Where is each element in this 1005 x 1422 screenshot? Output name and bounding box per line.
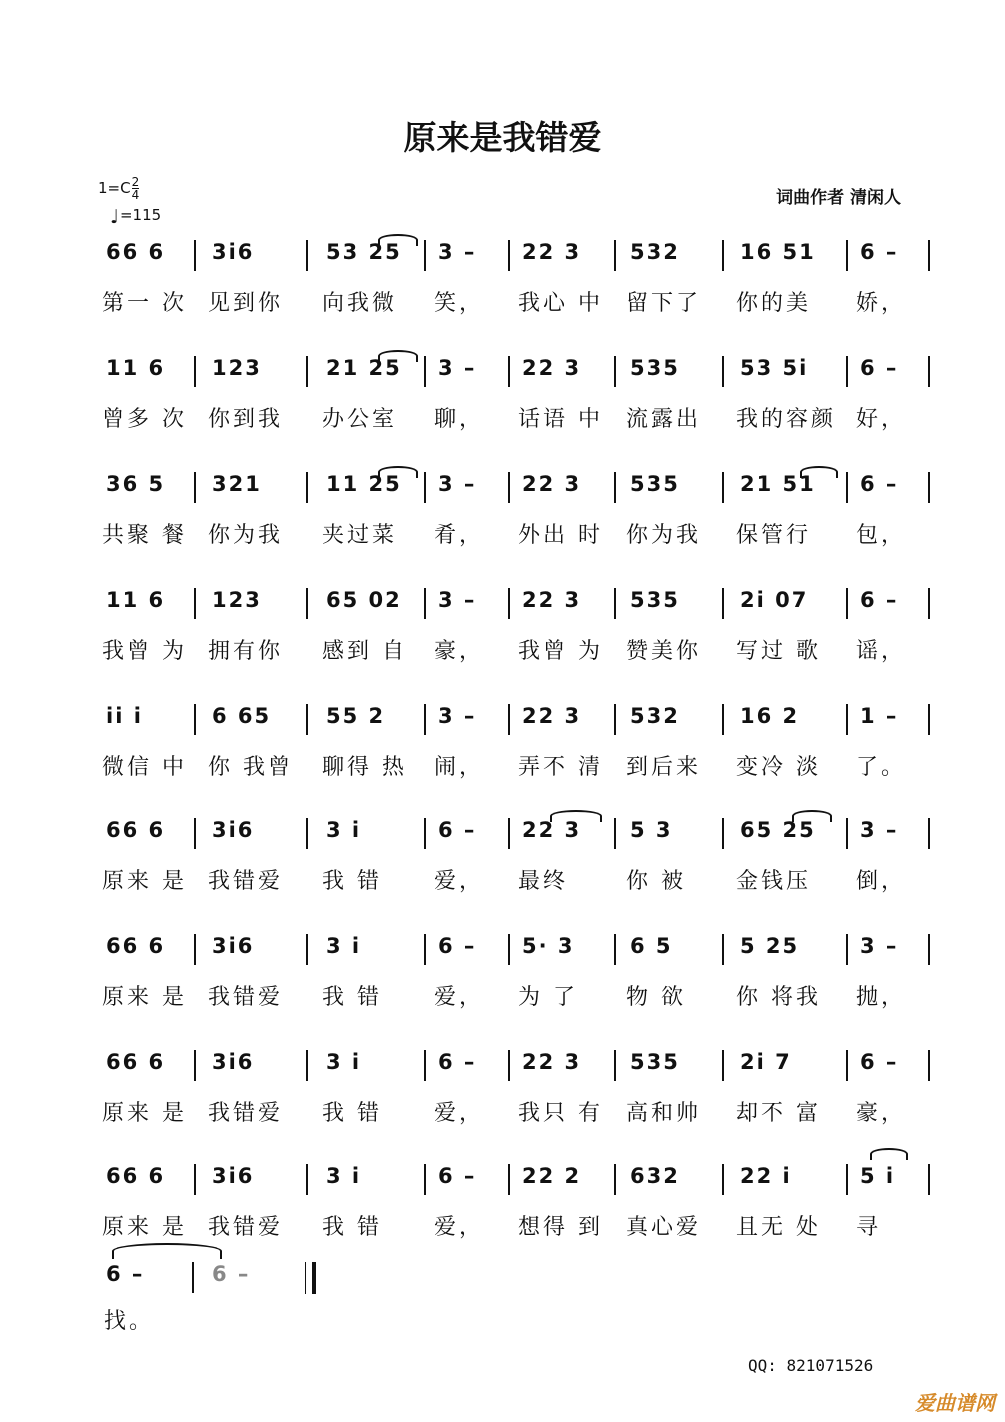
lyric-segment: 第一 次: [102, 291, 187, 316]
measure: 6 –: [860, 472, 899, 496]
lyric-segment: 流露出: [626, 407, 702, 432]
measure: 6 5: [630, 934, 673, 958]
bar-line: [846, 1050, 848, 1081]
lyric-segment: 我错爱: [208, 869, 284, 894]
measure: 6 –: [860, 588, 899, 612]
lyric-segment: 曾多 次: [102, 407, 187, 432]
measure: 22 3: [522, 818, 582, 842]
measure: 36 5: [106, 472, 166, 496]
bar-line: [306, 240, 308, 271]
notes-row: [0, 472, 1005, 504]
lyrics-row: [0, 980, 1005, 1008]
bar-line: [306, 356, 308, 387]
lyric-segment: 肴，: [434, 523, 485, 548]
lyric-segment: 见到你: [208, 291, 284, 316]
bar-line: [846, 588, 848, 619]
lyric-segment: 原来 是: [102, 985, 187, 1010]
bar-line: [614, 1050, 616, 1081]
bar-line: [508, 588, 510, 619]
bar-line: [424, 588, 426, 619]
notes-row: [0, 934, 1005, 966]
measure: 6 –: [438, 1050, 477, 1074]
lyric-segment: 外出 时: [518, 523, 603, 548]
lyric-segment: 我曾 为: [518, 639, 603, 664]
measure: 11 25: [326, 472, 402, 496]
measure: 11 6: [106, 356, 166, 380]
lyric-segment: 原来 是: [102, 1215, 187, 1240]
lyric-segment: 拥有你: [208, 639, 284, 664]
lyric-segment: 真心爱: [626, 1215, 702, 1240]
bar-line: [928, 588, 930, 619]
bar-line: [424, 1164, 426, 1195]
measure: 3 i: [326, 1050, 362, 1074]
measure: 123: [212, 588, 262, 612]
lyric-segment: 金钱压: [736, 869, 812, 894]
bar-line: [192, 1262, 194, 1293]
measure: 22 3: [522, 704, 582, 728]
bar-line: [508, 704, 510, 735]
measure: 1 –: [860, 704, 899, 728]
lyric-segment: 微信 中: [102, 755, 187, 780]
measure: 22 3: [522, 588, 582, 612]
bar-line: [614, 704, 616, 735]
measure: 6 –: [860, 356, 899, 380]
lyric-segment: 为 了: [518, 985, 578, 1010]
bar-line: [424, 1050, 426, 1081]
lyric-segment: 且无 处: [736, 1215, 821, 1240]
notes-row: [0, 588, 1005, 620]
measure: 3 –: [860, 818, 899, 842]
bar-line: [928, 472, 930, 503]
lyric-segment: 笑，: [434, 291, 485, 316]
bar-line: [508, 934, 510, 965]
measure: 22 3: [522, 356, 582, 380]
bar-line: [194, 356, 196, 387]
measure: 65 25: [740, 818, 816, 842]
lyric-segment: 赞美你: [626, 639, 702, 664]
measure: 3i6: [212, 1164, 255, 1188]
lyric-segment: 豪，: [856, 1101, 907, 1126]
measure: 55 2: [326, 704, 386, 728]
lyric-segment: 我曾 为: [102, 639, 187, 664]
measure: 535: [630, 588, 680, 612]
measure: 3i6: [212, 240, 255, 264]
bar-line: [194, 818, 196, 849]
tempo-value: =115: [119, 206, 162, 224]
lyric-segment: 高和帅: [626, 1101, 702, 1126]
time-denominator: 4: [131, 188, 140, 202]
measure: 535: [630, 1050, 680, 1074]
measure: 3 i: [326, 1164, 362, 1188]
bar-line: [846, 240, 848, 271]
bar-line: [722, 1050, 724, 1081]
measure: 21 51: [740, 472, 816, 496]
bar-line: [722, 240, 724, 271]
bar-line: [424, 818, 426, 849]
lyric-segment: 我的容颜: [736, 407, 837, 432]
lyric-segment: 到后来: [626, 755, 702, 780]
bar-line: [722, 472, 724, 503]
measure: 16 51: [740, 240, 816, 264]
bar-line: [722, 704, 724, 735]
measure: 321: [212, 472, 262, 496]
lyric-segment: 娇，: [856, 291, 907, 316]
measure: 53 5i: [740, 356, 809, 380]
lyric-segment: 寻: [856, 1215, 882, 1240]
tempo-marking: [110, 206, 161, 228]
lyric-segment: 我 错: [322, 1101, 382, 1126]
measure: 6 65: [212, 704, 272, 728]
bar-line: [928, 1050, 930, 1081]
site-watermark-logo: 爱曲谱网: [915, 1391, 995, 1415]
lyrics-row: [0, 518, 1005, 546]
measure: 66 6: [106, 1164, 166, 1188]
bar-line: [508, 818, 510, 849]
bar-line: [306, 934, 308, 965]
measure: 66 6: [106, 818, 166, 842]
lyric-segment: 你为我: [626, 523, 702, 548]
key-prefix: 1=C: [98, 179, 131, 197]
bar-line: [424, 934, 426, 965]
lyrics-row: [0, 1210, 1005, 1238]
tie-slur: [378, 350, 418, 362]
bar-line: [846, 818, 848, 849]
lyric-segment: 留下了: [626, 291, 702, 316]
bar-line: [194, 1050, 196, 1081]
measure: 6 –: [438, 818, 477, 842]
lyric-segment: 爱，: [434, 869, 485, 894]
notes-row: [0, 1050, 1005, 1082]
lyric-segment: 向我微: [322, 291, 398, 316]
tie-slur: [112, 1243, 222, 1259]
bar-line: [928, 356, 930, 387]
lyrics-row: [0, 402, 1005, 430]
measure: 16 2: [740, 704, 800, 728]
notes-row: [0, 1164, 1005, 1196]
lyric-segment: 办公室: [322, 407, 398, 432]
lyric-segment: 倒，: [856, 869, 907, 894]
measure: 6 –: [860, 240, 899, 264]
measure: 66 6: [106, 934, 166, 958]
bar-line: [306, 1050, 308, 1081]
lyric-segment: 包，: [856, 523, 907, 548]
measure: 5 i: [860, 1164, 896, 1188]
bar-line: [846, 1164, 848, 1195]
bar-line: [306, 1164, 308, 1195]
lyric-segment: 你到我: [208, 407, 284, 432]
bar-line: [722, 356, 724, 387]
measure: 5 25: [740, 934, 800, 958]
bar-line: [508, 1050, 510, 1081]
measure: 123: [212, 356, 262, 380]
measure: 53 25: [326, 240, 402, 264]
lyrics-row: [0, 750, 1005, 778]
measure: 6 –: [860, 1050, 899, 1074]
lyric-segment: 爱，: [434, 1101, 485, 1126]
lyric-segment: 最终: [518, 869, 569, 894]
measure: 3 –: [438, 472, 477, 496]
bar-line: [194, 240, 196, 271]
measure: 3 –: [438, 704, 477, 728]
bar-line: [306, 818, 308, 849]
measure: 6 –: [438, 934, 477, 958]
lyric-segment: 谣，: [856, 639, 907, 664]
lyric-segment: 抛，: [856, 985, 907, 1010]
measure: 22 3: [522, 240, 582, 264]
quarter-note-icon: ♩: [110, 206, 119, 228]
bar-line: [846, 704, 848, 735]
lyric-segment: 共聚 餐: [102, 523, 187, 548]
bar-line: [508, 472, 510, 503]
bar-line: [846, 356, 848, 387]
measure: 3 –: [438, 588, 477, 612]
measure: 66 6: [106, 1050, 166, 1074]
lyric-segment: 想得 到: [518, 1215, 603, 1240]
measure: 532: [630, 240, 680, 264]
measure: 3 –: [438, 240, 477, 264]
lyric-segment: 聊，: [434, 407, 485, 432]
lyric-segment: 你 我曾: [208, 755, 293, 780]
bar-line: [424, 240, 426, 271]
bar-line: [508, 356, 510, 387]
measure: 532: [630, 704, 680, 728]
lyric-segment: 我 错: [322, 985, 382, 1010]
tie-slur: [800, 466, 838, 478]
lyric-segment: 好，: [856, 407, 907, 432]
key-signature: [98, 176, 139, 201]
lyrics-row: [0, 286, 1005, 314]
lyric-segment: 我错爱: [208, 1215, 284, 1240]
measure: 3i6: [212, 934, 255, 958]
lyrics-row: [0, 1096, 1005, 1124]
lyric-segment: 物 欲: [626, 985, 686, 1010]
measure: 3 i: [326, 818, 362, 842]
bar-line: [846, 934, 848, 965]
time-signature: [132, 176, 140, 201]
bar-line: [614, 934, 616, 965]
qq-contact: QQ: 821071526: [748, 1356, 874, 1375]
lyric-segment: 了。: [856, 755, 907, 780]
lyric-segment: 却不 富: [736, 1101, 821, 1126]
measure: 535: [630, 472, 680, 496]
measure: ii i: [106, 704, 143, 728]
bar-line: [722, 588, 724, 619]
lyric-segment: 我错爱: [208, 1101, 284, 1126]
time-numerator: 2: [131, 175, 140, 189]
tie-slur: [550, 810, 602, 822]
measure: 535: [630, 356, 680, 380]
bar-line: [424, 356, 426, 387]
measure: 632: [630, 1164, 680, 1188]
bar-line: [722, 1164, 724, 1195]
bar-line: [306, 704, 308, 735]
lyric-segment: 你 被: [626, 869, 686, 894]
measure: 22 3: [522, 472, 582, 496]
bar-line: [306, 472, 308, 503]
bar-line: [508, 1164, 510, 1195]
bar-line: [614, 356, 616, 387]
notes-row: [0, 704, 1005, 736]
measure: 2i 7: [740, 1050, 792, 1074]
bar-line: [194, 588, 196, 619]
bar-line: [424, 472, 426, 503]
bar-line: [306, 588, 308, 619]
measure: 22 i: [740, 1164, 792, 1188]
notes-row: [0, 818, 1005, 850]
bar-line: [722, 934, 724, 965]
lyric-segment: 我 错: [322, 1215, 382, 1240]
measure: 3 –: [438, 356, 477, 380]
lyrics-row: [0, 864, 1005, 892]
lyric-segment: 爱，: [434, 985, 485, 1010]
lyrics-row: [0, 634, 1005, 662]
lyric-segment: 爱，: [434, 1215, 485, 1240]
bar-line: [928, 818, 930, 849]
measure: 6 –: [438, 1164, 477, 1188]
composer-credit: 词曲作者 清闲人: [776, 188, 901, 208]
measure: 21 25: [326, 356, 402, 380]
lyric-segment: 闹，: [434, 755, 485, 780]
lyric-segment: 我只 有: [518, 1101, 603, 1126]
tie-slur: [378, 466, 418, 478]
measure: 22 3: [522, 1050, 582, 1074]
lyric-segment: 聊得 热: [322, 755, 407, 780]
tie-slur: [870, 1148, 908, 1160]
bar-line: [614, 588, 616, 619]
measure: 5· 3: [522, 934, 575, 958]
ending-lyrics: [0, 1304, 1005, 1332]
lyric-segment: 找。: [104, 1309, 155, 1334]
measure: 11 6: [106, 588, 166, 612]
measure: 65 02: [326, 588, 402, 612]
ending-measure: 6 –: [106, 1262, 145, 1286]
bar-line: [194, 704, 196, 735]
lyric-segment: 你的美: [736, 291, 812, 316]
lyric-segment: 写过 歌: [736, 639, 821, 664]
bar-line: [614, 240, 616, 271]
lyric-segment: 弄不 清: [518, 755, 603, 780]
final-bar-thin: [305, 1262, 306, 1294]
measure: 2i 07: [740, 588, 809, 612]
bar-line: [614, 818, 616, 849]
lyric-segment: 我 错: [322, 869, 382, 894]
bar-line: [614, 1164, 616, 1195]
lyric-segment: 豪，: [434, 639, 485, 664]
measure: 66 6: [106, 240, 166, 264]
lyric-segment: 变冷 淡: [736, 755, 821, 780]
measure: 5 3: [630, 818, 673, 842]
lyric-segment: 我心 中: [518, 291, 603, 316]
measure: 3i6: [212, 818, 255, 842]
lyric-segment: 夹过菜: [322, 523, 398, 548]
ending-measure-repeat: 6 –: [212, 1262, 251, 1286]
bar-line: [846, 472, 848, 503]
measure: 3 i: [326, 934, 362, 958]
bar-line: [928, 934, 930, 965]
lyric-segment: 感到 自: [322, 639, 407, 664]
bar-line: [194, 934, 196, 965]
measure: 3 –: [860, 934, 899, 958]
measure: 3i6: [212, 1050, 255, 1074]
bar-line: [928, 704, 930, 735]
lyric-segment: 话语 中: [518, 407, 603, 432]
ending-notes: [0, 1262, 1005, 1294]
lyric-segment: 原来 是: [102, 869, 187, 894]
bar-line: [722, 818, 724, 849]
bar-line: [424, 704, 426, 735]
lyric-segment: 我错爱: [208, 985, 284, 1010]
tie-slur: [792, 810, 832, 822]
bar-line: [614, 472, 616, 503]
bar-line: [928, 240, 930, 271]
tie-slur: [378, 234, 418, 246]
bar-line: [928, 1164, 930, 1195]
notes-row: [0, 240, 1005, 272]
bar-line: [194, 1164, 196, 1195]
lyric-segment: 你为我: [208, 523, 284, 548]
song-title: 原来是我错爱: [403, 118, 602, 157]
measure: 22 2: [522, 1164, 582, 1188]
lyric-segment: 原来 是: [102, 1101, 187, 1126]
lyric-segment: 你 将我: [736, 985, 821, 1010]
bar-line: [508, 240, 510, 271]
lyric-segment: 保管行: [736, 523, 812, 548]
bar-line: [194, 472, 196, 503]
notes-row: [0, 356, 1005, 388]
final-bar-thick: [312, 1262, 316, 1294]
